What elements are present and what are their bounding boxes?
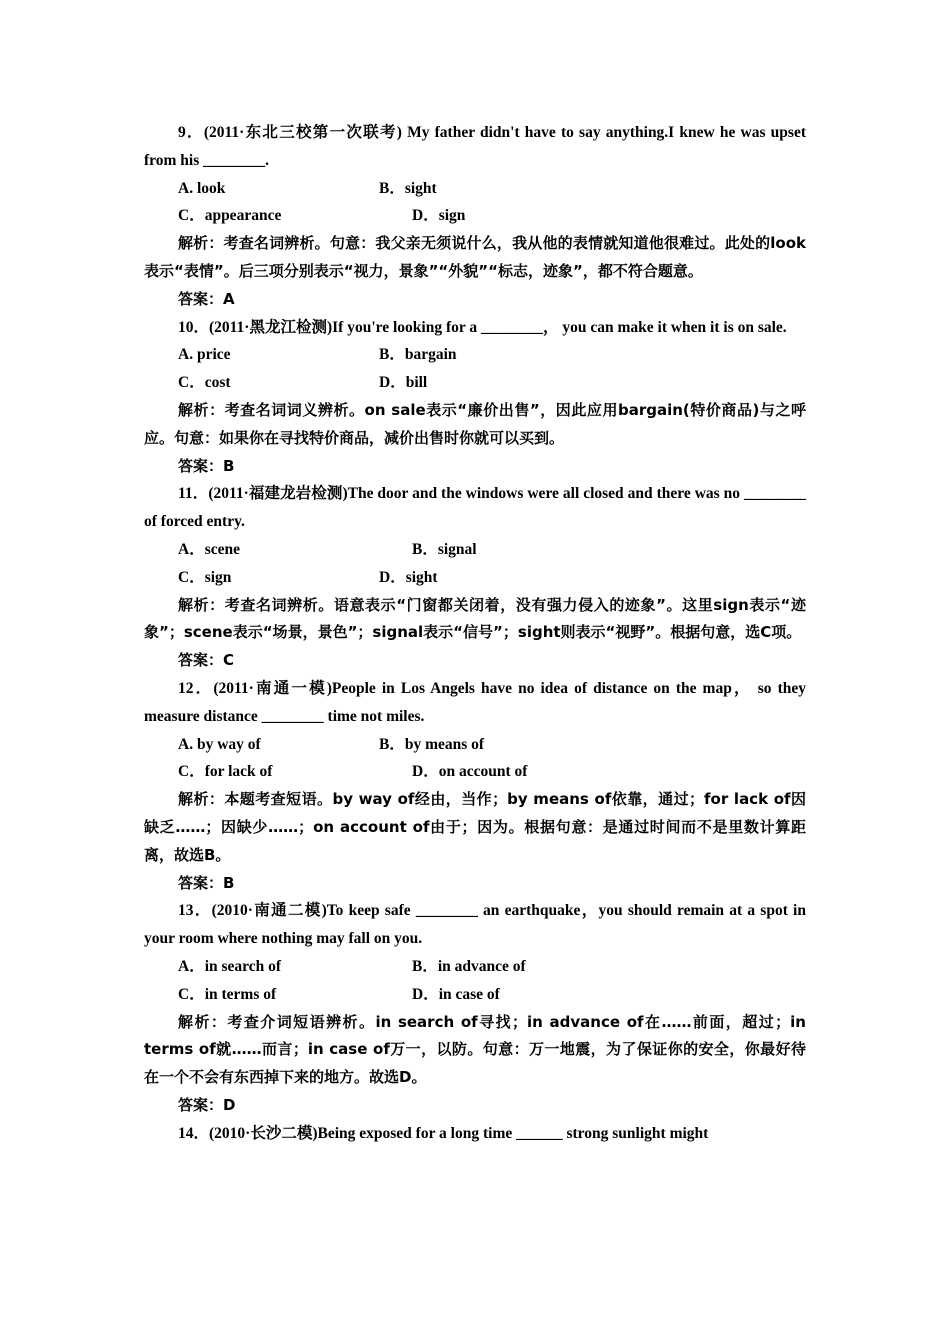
answer: 答案：B	[178, 456, 235, 475]
analysis: 解析：考查名词词义辨析。on sale表示“廉价出售”，因此应用bargain(特价商品)与之呼应。句意：如果你在寻找特价商品，减价出售时你就可以买到。	[144, 400, 806, 447]
option-d: D．sight	[379, 568, 438, 586]
question-stem: 13．(2010·南通二模)To keep safe ________ an earthquake，you should remain at a spot in your room where nothing may fall on you.	[144, 902, 806, 948]
options-row	[144, 981, 806, 1009]
options-row	[144, 731, 806, 759]
options-row	[144, 369, 806, 397]
option-d: D．bill	[379, 374, 428, 392]
options-row	[144, 341, 806, 369]
options-row	[144, 202, 806, 230]
document-page	[144, 119, 806, 1147]
options-row	[144, 953, 806, 981]
analysis: 解析：考查名词辨析。语意表示“门窗都关闭着，没有强力侵入的迹象”。这里sign表示“迹象”；scene表示“场景，景色”；signal表示“信号”；sight则表示“视野”。根据句意，选C项。	[144, 595, 806, 642]
analysis: 解析：考查介词短语辨析。in search of寻找；in advance of在……前面，超过；in terms of就……而言；in case of万一，以防。句意：万一地震，为了保证你的安全，你最好待在一个不会有东西掉下来的地方。故选D。	[144, 1012, 806, 1087]
option-d: D．on account of	[412, 763, 528, 781]
option-c: C．for lack of	[178, 763, 273, 781]
answer: 答案：B	[178, 873, 235, 892]
option-d: D．sign	[412, 207, 466, 225]
option-b: B．in advance of	[412, 957, 526, 975]
option-b: B．by means of	[379, 735, 485, 753]
option-c: C．cost	[178, 374, 231, 392]
options-row	[144, 758, 806, 786]
analysis: 解析：本题考查短语。by way of经由，当作；by means of依靠，通过；for lack of因缺乏……；因缺少……；on account of由于；因为。根据句意：是通过时间而不是里数计算距离，故选B。	[144, 790, 806, 864]
question-stem: 10．(2011·黑龙江检测)If you're looking for a ________， you can make it when it is on sale.	[178, 318, 787, 336]
option-c: C．sign	[178, 568, 232, 586]
option-c: C．in terms of	[178, 985, 277, 1003]
option-a: A．in search of	[178, 957, 282, 975]
options-row	[144, 175, 806, 203]
option-a: A. look	[178, 179, 226, 197]
analysis: 解析：考查名词辨析。句意：我父亲无须说什么，我从他的表情就知道他很难过。此处的look表示“表情”。后三项分别表示“视力，景象”“外貌”“标志，迹象”，都不符合题意。	[144, 234, 806, 280]
option-a: A. price	[178, 346, 231, 364]
option-c: C．appearance	[178, 207, 282, 225]
option-b: B．signal	[412, 540, 477, 558]
question-stem: 11．(2011·福建龙岩检测)The door and the windows were all closed and there was no ________ of forced entry.	[144, 485, 806, 531]
question-stem: 12．(2011·南通一模)People in Los Angels have no idea of distance on the map， so they measure distance ________ time not miles.	[144, 679, 806, 725]
option-b: B．sight	[379, 179, 437, 197]
option-b: B．bargain	[379, 346, 457, 364]
answer: 答案：A	[178, 289, 235, 308]
answer: 答案：D	[178, 1095, 236, 1114]
option-d: D．in case of	[412, 985, 500, 1003]
question-stem: 9．(2011·东北三校第一次联考) My father didn't have to say anything.I knew he was upset from his ________.	[144, 124, 806, 169]
options-row	[144, 564, 806, 592]
question-stem: 14．(2010·长沙二模)Being exposed for a long time ______ strong sunlight might	[178, 1124, 709, 1142]
option-a: A. by way of	[178, 735, 261, 753]
answer: 答案：C	[178, 651, 235, 670]
options-row	[144, 536, 806, 564]
option-a: A．scene	[178, 540, 240, 558]
